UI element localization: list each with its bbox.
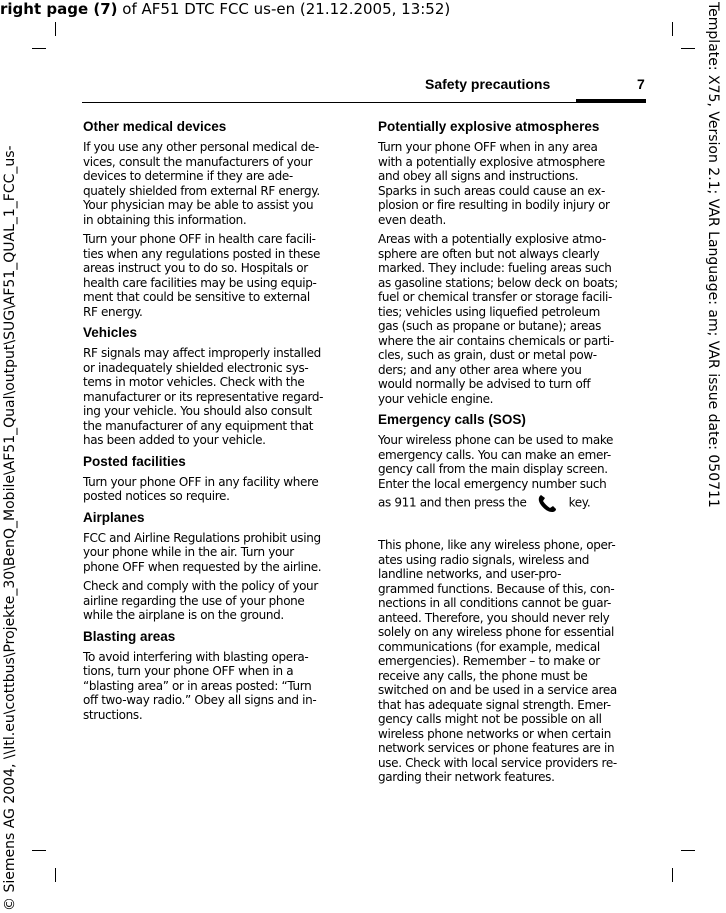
job-info — [0, 0, 450, 18]
text-line: emergency calls. You can make an emer- — [378, 447, 611, 462]
text-line: “blasting area” or in areas posted: “Turn — [83, 678, 312, 693]
text-line: health care facilities may be using equip- — [83, 275, 317, 290]
crop-mark — [55, 22, 56, 36]
text-line: vices, consult the manufacturers of your — [83, 154, 313, 169]
text-line: Turn your phone OFF in health care facili- — [83, 232, 316, 246]
paragraph — [83, 140, 358, 227]
text-line: and obey all signs and instructions. — [378, 169, 579, 183]
text-line: your phone while in the air. Turn your — [83, 545, 294, 559]
page-number: 7 — [637, 76, 645, 92]
crop-mark — [672, 22, 673, 36]
text-line: nections in all conditions cannot be guar- — [378, 596, 611, 610]
section-heading: Airplanes — [83, 509, 145, 525]
job-info-rest: of AF51 DTC FCC us-en (21.12.2005, 13:52) — [117, 0, 451, 18]
text-line: Your physician may be able to assist you — [83, 198, 314, 212]
paragraph — [83, 531, 358, 575]
section-heading: Blasting areas — [83, 628, 176, 644]
text-line: with a potentially explosive atmosphere — [378, 154, 605, 169]
text-line: Sparks in such areas could cause an ex- — [378, 183, 606, 198]
crop-mark — [32, 850, 46, 851]
crop-mark — [672, 868, 673, 882]
text-line: areas instruct you to do so. Hospitals or — [83, 261, 308, 275]
text-line: quately shielded from external RF energy. — [83, 183, 320, 198]
text-line: as gasoline stations; below deck on boats; — [378, 275, 618, 290]
text-line: devices to determine if they are ade- — [83, 169, 293, 183]
paragraph — [83, 475, 358, 504]
text-line: phone OFF when requested by the airline. — [83, 559, 322, 574]
text-line: wireless phone networks or when certain — [378, 726, 611, 741]
paragraph — [83, 232, 358, 319]
text-line: posted notices so require. — [83, 489, 230, 503]
text-line: plosion or fire resulting in bodily injury or — [378, 198, 610, 212]
text-line: Check and comply with the policy of your — [83, 579, 318, 593]
text-line: that has adequate signal strength. Emer- — [378, 697, 611, 712]
text-line: anteed. Therefore, you should never rely — [378, 610, 610, 625]
text-line: This phone, like any wireless phone, oper- — [378, 538, 616, 552]
crop-mark — [55, 868, 56, 882]
paragraph-key-line — [378, 491, 650, 515]
text-line: your vehicle engine. — [378, 391, 494, 406]
header-rule — [82, 102, 576, 103]
text-line: switched on and be used in a service area — [378, 683, 617, 697]
text-line: even death. — [378, 212, 446, 227]
text-line: emergencies). Remember – to make or — [378, 654, 600, 668]
text-line: RF energy. — [83, 304, 143, 319]
text-line: use. Check with local service providers re- — [378, 755, 617, 770]
text-line: Turn your phone OFF in any facility where — [83, 474, 319, 489]
section-heading: Other medical devices — [83, 119, 227, 134]
section-heading: Vehicles — [83, 325, 138, 340]
text-line: marked. They include: fueling areas such — [378, 261, 612, 275]
text-line: ties when any regulations posted in these — [83, 246, 321, 261]
text-line: has been added to your vehicle. — [83, 433, 266, 447]
text-line: gas (such as propane or butane); areas — [378, 319, 602, 333]
call-key-icon — [535, 491, 561, 515]
text-line: Your wireless phone can be used to make — [378, 433, 614, 447]
crop-mark — [681, 48, 695, 49]
running-title: Safety precautions — [425, 76, 551, 92]
paragraph — [378, 140, 650, 227]
text-line: landline networks, and user-pro- — [378, 567, 562, 581]
text-line: tems in motor vehicles. Check with the — [83, 375, 305, 389]
section-heading: Potentially explosive atmospheres — [378, 119, 600, 134]
text-line: ment that could be sensitive to external — [83, 290, 310, 304]
job-info-bold: right page (7) — [0, 0, 118, 18]
section-heading: Emergency calls (SOS) — [378, 412, 526, 427]
text-line: communications (for example, medical — [378, 639, 600, 654]
text-line: Turn your phone OFF when in any area — [378, 140, 598, 154]
text-line: To avoid interfering with blasting opera- — [83, 649, 309, 664]
text-line: ing your vehicle. You should also consult — [83, 404, 312, 418]
text-line: off two-way radio.” Obey all signs and in- — [83, 693, 317, 707]
text-line: Enter the local emergency number such — [378, 476, 607, 491]
text-line: as 911 and then press the — [378, 495, 527, 510]
section-heading: Posted facilities — [83, 453, 186, 469]
paragraph — [378, 538, 650, 785]
text-line: the manufacturer of any equipment that — [83, 418, 314, 433]
text-line: gency calls might not be possible on all — [378, 712, 602, 726]
text-line: tions, turn your phone OFF when in a — [83, 664, 294, 678]
text-line: If you use any other personal medical de- — [83, 140, 319, 154]
header-rule-accent — [576, 99, 646, 103]
text-line: network services or phone features are in — [378, 741, 615, 755]
text-line: gency call from the main display screen. — [378, 462, 608, 476]
paragraph — [83, 346, 358, 448]
text-line: Areas with a potentially explosive atmo- — [378, 232, 606, 246]
text-line: receive any calls, the phone must be — [378, 668, 588, 683]
copyright-info: © Siemens AG 2004, \\Itl.eu\cottbus\Projekte_30\BenQ_Mobile\AF51_Qual\output\SUG\AF51_QUAL_1_FCC_us- — [2, 145, 18, 911]
text-line: ties; vehicles using liquefied petroleum — [378, 304, 600, 319]
text-line: ates using radio signals, wireless and — [378, 552, 590, 567]
text-line: grammed functions. Because of this, con- — [378, 581, 615, 596]
spacer — [378, 520, 650, 538]
text-line: would normally be advised to turn off — [378, 377, 591, 391]
crop-mark — [32, 48, 46, 49]
text-line: key. — [568, 495, 591, 510]
text-line: cles, such as grain, dust or metal pow- — [378, 348, 597, 362]
text-line: while the airplane is on the ground. — [83, 608, 284, 622]
text-line: garding their network features. — [378, 770, 555, 784]
paragraph — [83, 579, 358, 623]
paragraph — [83, 650, 358, 723]
template-info: Template: X75, Version 2.1; VAR Language: am; VAR issue date: 050711 — [705, 2, 721, 508]
text-line: or inadequately shielded electronic sys- — [83, 360, 309, 375]
text-line: RF signals may affect improperly installed — [83, 346, 321, 360]
text-line: ders; and any other area where you — [378, 362, 582, 377]
right-column — [378, 118, 650, 790]
text-line: where the air contains chemicals or parti- — [378, 333, 614, 348]
text-line: in obtaining this information. — [83, 212, 247, 227]
text-line: airline regarding the use of your phone — [83, 593, 305, 608]
text-line: solely on any wireless phone for essential — [378, 625, 615, 639]
paragraph — [378, 232, 650, 406]
text-line: fuel or chemical transfer or storage facili- — [378, 290, 612, 304]
text-line: manufacturer or its representative regard- — [83, 389, 324, 404]
text-line: FCC and Airline Regulations prohibit using — [83, 530, 321, 545]
paragraph — [378, 433, 650, 491]
text-line: structions. — [83, 707, 143, 722]
crop-mark — [681, 850, 695, 851]
text-line: sphere are often but not always clearly — [378, 246, 600, 261]
left-column — [83, 118, 358, 727]
